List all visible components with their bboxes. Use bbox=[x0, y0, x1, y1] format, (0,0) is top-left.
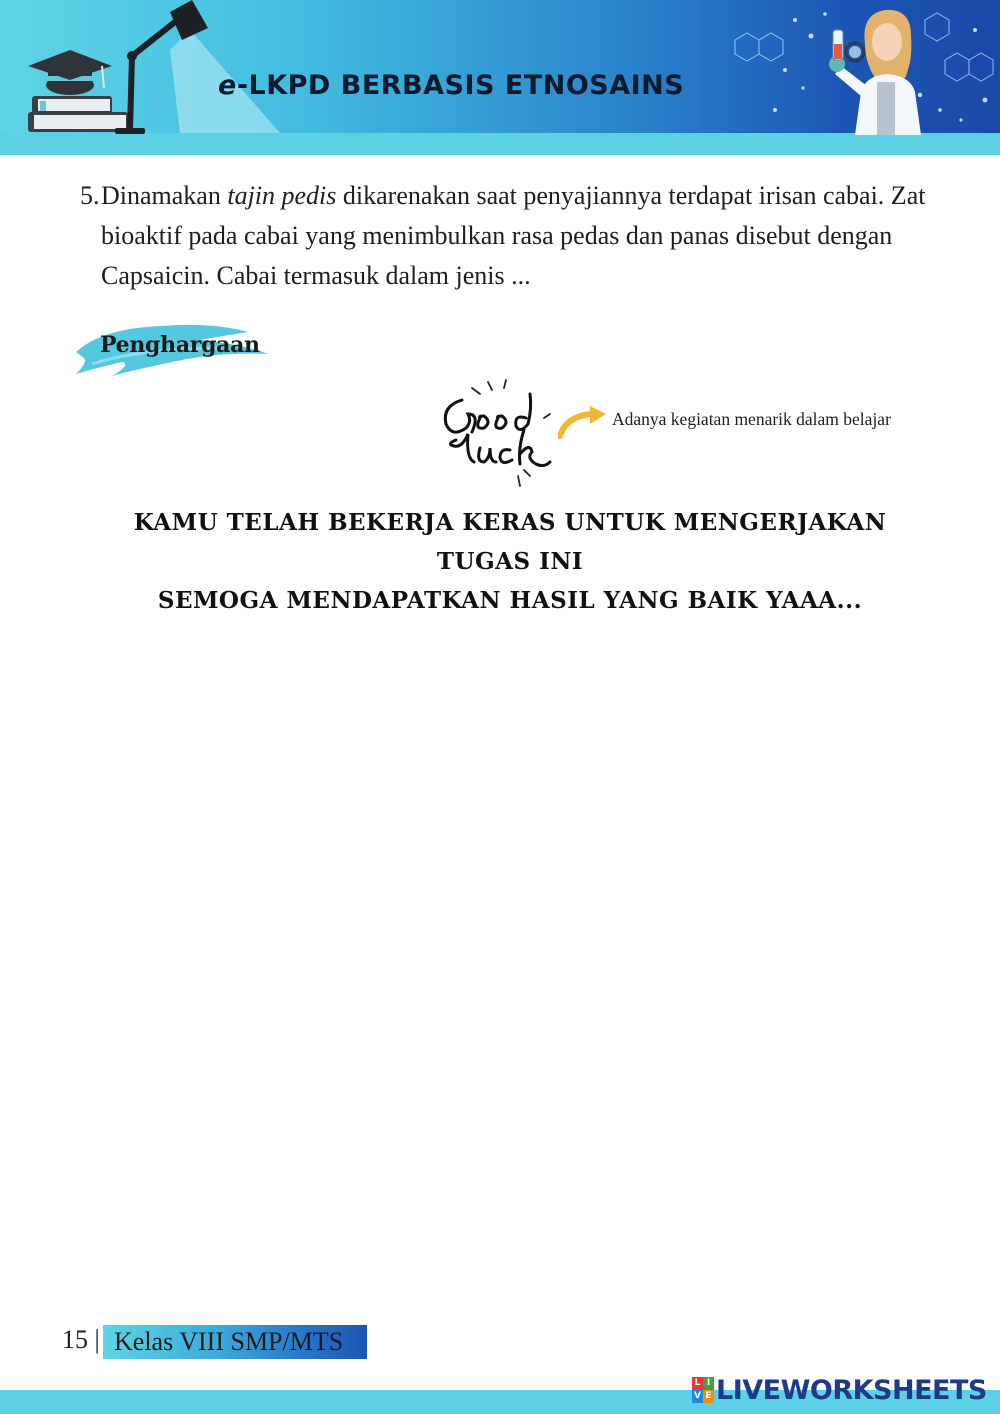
liveworksheets-logo[interactable] bbox=[692, 1373, 987, 1407]
header-banner bbox=[0, 0, 1000, 155]
reward-heading bbox=[72, 318, 272, 380]
reward-label: Penghargaan bbox=[100, 332, 260, 358]
good-luck-lettering-icon bbox=[432, 378, 562, 490]
header-title-prefix: e bbox=[218, 70, 237, 101]
encouragement-message bbox=[100, 503, 920, 620]
message-line-2: TUGAS INI bbox=[436, 548, 584, 575]
message-line-1: KAMU TELAH BEKERJA KERAS UNTUK MENGERJAKAN bbox=[133, 509, 887, 536]
question-text bbox=[80, 176, 940, 296]
liveworksheets-icon: L I V E bbox=[692, 1377, 714, 1403]
question-5 bbox=[80, 176, 940, 296]
header-title bbox=[218, 70, 684, 110]
scientist-molecule-icon bbox=[715, 0, 1000, 135]
message-line-3: SEMOGA MENDAPATKAN HASIL YANG BAIK YAAA... bbox=[157, 587, 863, 614]
question-text-after: dikarenakan saat penyajiannya terdapat irisan cabai. Zat bioaktif pada cabai yang menimbulkan rasa pedas dan panas disebut dengan Capsaicin. Cabai termasuk dalam jenis ... bbox=[101, 181, 926, 290]
reward-feedback-text: Adanya kegiatan menarik dalam belajar bbox=[612, 409, 891, 429]
curved-arrow-icon bbox=[558, 404, 610, 440]
class-label: Kelas VIII SMP/MTS bbox=[103, 1325, 367, 1359]
page-number: 15 | bbox=[62, 1325, 100, 1354]
question-number: 5. bbox=[80, 181, 100, 210]
liveworksheets-brand: LIVEWORKSHEETS bbox=[716, 1374, 987, 1406]
header-title-rest: -LKPD BERBASIS ETNOSAINS bbox=[236, 70, 685, 101]
question-italic-term: tajin pedis bbox=[227, 181, 337, 210]
question-text-before: Dinamakan bbox=[101, 181, 228, 210]
